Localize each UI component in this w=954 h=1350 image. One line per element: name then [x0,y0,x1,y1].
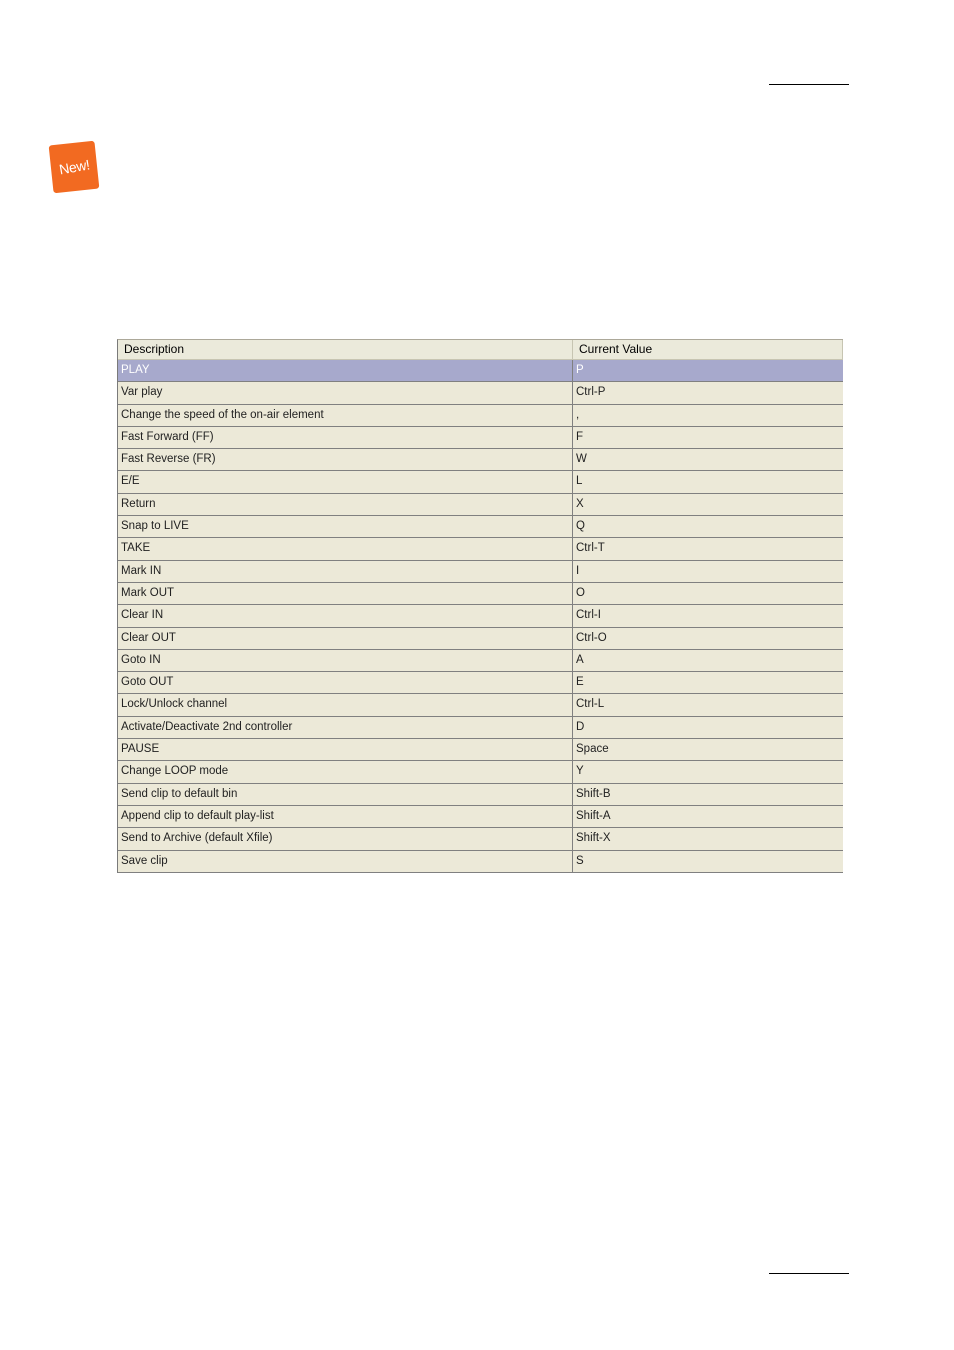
row-description: Send clip to default bin [118,784,573,805]
table-row[interactable] [118,851,843,873]
table-row[interactable] [118,583,843,605]
row-description: PLAY [118,360,573,381]
row-current-value: Shift-X [576,832,611,845]
row-description: Append clip to default play-list [118,806,573,827]
table-row[interactable] [118,360,843,382]
table-row[interactable] [118,628,843,650]
row-current-value: Ctrl-P [576,386,606,399]
table-row[interactable] [118,538,843,560]
row-description: TAKE [118,538,573,559]
row-current-value: P [576,364,584,376]
table-row[interactable] [118,605,843,627]
row-description: E/E [118,471,573,492]
shortcut-table [117,339,843,873]
column-header-description[interactable]: Description [118,340,573,359]
row-current-value: Ctrl-T [576,542,605,555]
row-description: Return [118,494,573,515]
table-body [118,360,843,873]
row-current-value: W [576,453,587,466]
row-description: Clear OUT [118,628,573,649]
row-description: Activate/Deactivate 2nd controller [118,717,573,738]
row-current-value: X [576,497,584,510]
table-row[interactable] [118,694,843,716]
table-row[interactable] [118,650,843,672]
row-current-value: Ctrl-L [576,698,605,711]
row-current-value: O [576,586,585,599]
row-description: Fast Reverse (FR) [118,449,573,470]
table-row[interactable] [118,761,843,783]
table-row[interactable] [118,672,843,694]
table-row[interactable] [118,382,843,404]
row-description: Snap to LIVE [118,516,573,537]
row-description: Fast Forward (FF) [118,427,573,448]
row-description: Clear IN [118,605,573,626]
table-header [118,340,843,360]
table-row[interactable] [118,449,843,471]
row-current-value: Ctrl-I [576,609,601,622]
row-current-value: A [576,653,584,666]
row-description: Goto IN [118,650,573,671]
table-row[interactable] [118,405,843,427]
row-description: Goto OUT [118,672,573,693]
row-current-value: Space [576,743,609,756]
row-current-value: Y [576,765,584,778]
table-row[interactable] [118,784,843,806]
row-current-value: Ctrl-O [576,631,607,644]
row-description: Save clip [118,851,573,872]
table-row[interactable] [118,471,843,493]
row-current-value: , [576,408,580,421]
row-current-value: Shift-A [576,809,611,822]
row-description: Change the speed of the on-air element [118,405,573,426]
row-description: Var play [118,382,573,403]
row-current-value: D [576,720,585,733]
row-current-value: L [576,475,583,488]
new-badge-icon [49,141,100,194]
footer-rule [769,1273,849,1274]
new-badge-label: New! [57,156,91,178]
table-row[interactable] [118,806,843,828]
row-description: Change LOOP mode [118,761,573,782]
table-row[interactable] [118,828,843,850]
table-row[interactable] [118,561,843,583]
table-row[interactable] [118,717,843,739]
row-current-value: F [576,430,584,443]
row-current-value: Q [576,520,585,533]
column-header-current-value[interactable]: Current Value [573,340,843,359]
row-current-value: S [576,854,584,867]
row-current-value: Shift-B [576,787,611,800]
row-description: Mark IN [118,561,573,582]
row-description: PAUSE [118,739,573,760]
row-current-value: I [576,564,580,577]
table-row[interactable] [118,516,843,538]
table-row[interactable] [118,427,843,449]
row-description: Mark OUT [118,583,573,604]
header-rule [769,84,849,85]
row-description: Send to Archive (default Xfile) [118,828,573,849]
row-current-value: E [576,676,584,689]
table-row[interactable] [118,739,843,761]
table-row[interactable] [118,494,843,516]
row-description: Lock/Unlock channel [118,694,573,715]
